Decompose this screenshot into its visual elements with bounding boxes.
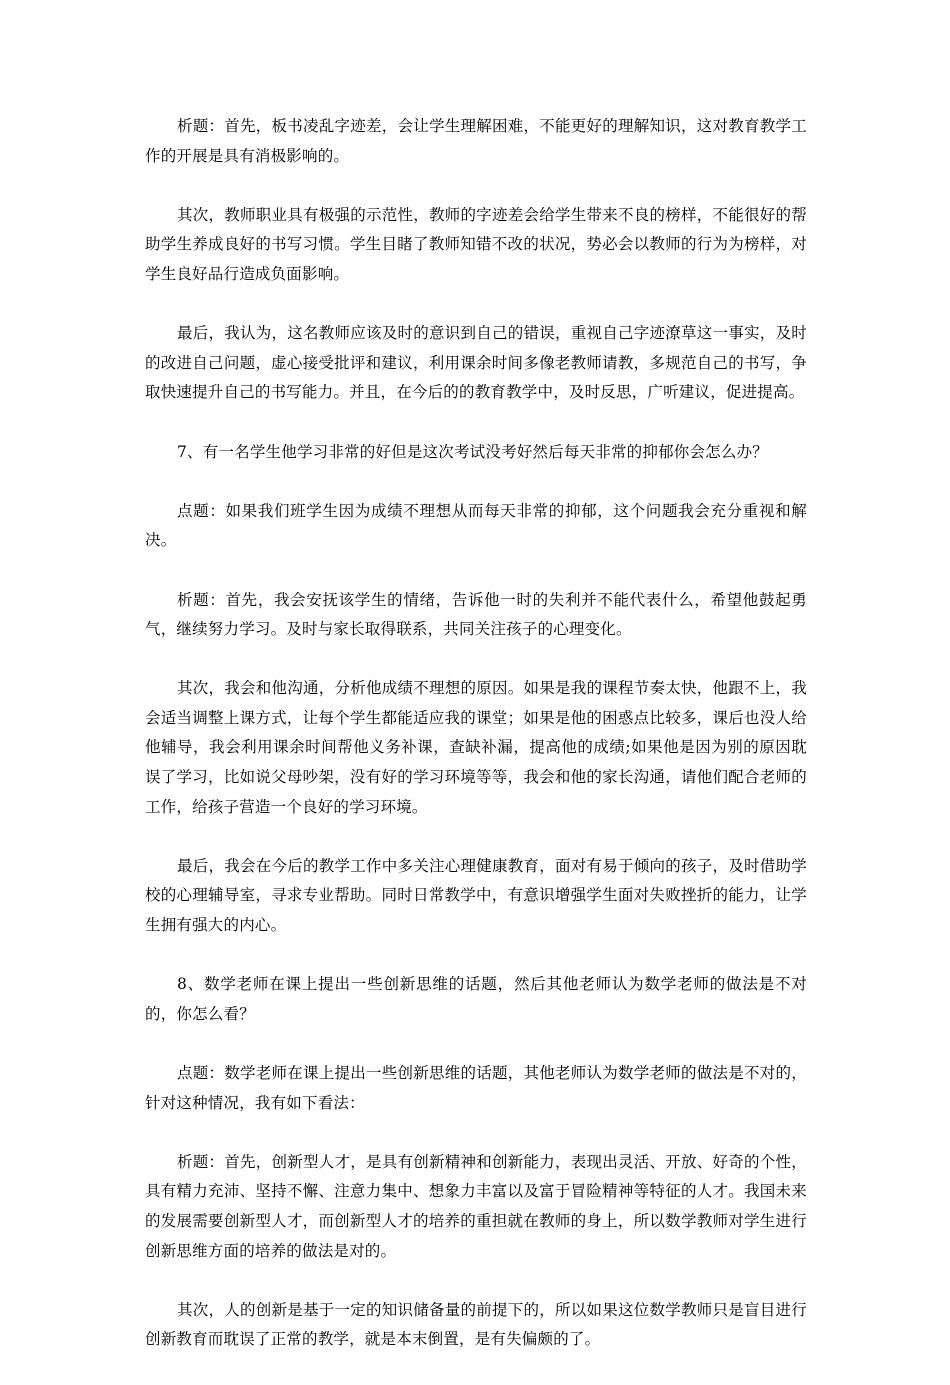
question-7: 7、有一名学生他学习非常的好但是这次考试没考好然后每天非常的抑郁你会怎么办？ — [177, 442, 768, 461]
paragraph-q7-point: 点题：如果我们班学生因为成绩不理想从而每天非常的抑郁，这个问题我会充分重视和解决。 — [145, 501, 807, 550]
paragraph-finally-improve: 最后，我认为，这名教师应该及时的意识到自己的错误，重视自己字迹潦草这一事实，及时的改进自己问题，虚心接受批评和建议，利用课余时间多像老教师请教，多规范自己的书写，争取快速提升自己的书写能力。并且，在今后的的教育教学中，及时反思，广听建议，促进提高。 — [145, 324, 807, 402]
paragraph-q7-finally: 最后，我会在今后的教学工作中多关注心理健康教育，面对有易于倾向的孩子，及时借助学校的心理辅导室，寻求专业帮助。同时日常教学中，有意识增强学生面对失败挫折的能力，让学生拥有强大的内心。 — [145, 856, 807, 935]
paragraph-second-role-model: 其次，教师职业具有极强的示范性，教师的字迹差会给学生带来不良的榜样，不能很好的帮助学生养成良好的书写习惯。学生目睹了教师知错不改的状况，势必会以教师的行为为榜样，对学生良好品行造成负面影响。 — [145, 205, 807, 283]
document-page — [145, 112, 807, 1385]
question-8: 8、数学老师在课上提出一些创新思维的话题，然后其他老师认为数学老师的做法是不对的，你怎么看？ — [145, 975, 807, 1023]
paragraph-q8-analysis-first: 析题：首先，创新型人才，是具有创新精神和创新能力，表现出灵活、开放、好奇的个性，具有精力充沛、坚持不懈、注意力集中、想象力丰富以及富于冒险精神等特征的人才。我国未来的发展需要创新型人才，而创新型人才的培养的重担就在教师的身上，所以数学教师对学生进行创新思维方面的培养的做法是对的。 — [145, 1152, 807, 1260]
paragraph-analysis-board-writing: 析题：首先，板书凌乱字迹差，会让学生理解困难，不能更好的理解知识，这对教育教学工作的开展是具有消极影响的。 — [145, 117, 807, 165]
paragraph-q7-second: 其次，我会和他沟通，分析他成绩不理想的原因。如果是我的课程节奏太快，他跟不上，我会适当调整上课方式，让每个学生都能适应我的课堂；如果是他的困惑点比较多，课后也没人给他辅导，我会利用课余时间帮他义务补课，查缺补漏，提高他的成绩;如果他是因为别的原因耽误了学习，比如说父母吵架，没有好的学习环境等等，我会和他的家长沟通，请他们配合老师的工作，给孩子营造一个良好的学习环境。 — [145, 679, 807, 816]
paragraph-q8-point: 点题：数学老师在课上提出一些创新思维的话题，其他老师认为数学老师的做法是不对的，针对这种情况，我有如下看法： — [145, 1064, 807, 1112]
paragraph-q7-analysis-first: 析题：首先，我会安抚该学生的情绪，告诉他一时的失利并不能代表什么，希望他鼓起勇气，继续努力学习。及时与家长取得联系，共同关注孩子的心理变化。 — [145, 590, 807, 639]
paragraph-q8-second: 其次，人的创新是基于一定的知识储备量的前提下的，所以如果这位数学教师只是盲目进行创新教育而耽误了正常的教学，就是本末倒置，是有失偏颇的了。 — [145, 1300, 807, 1349]
